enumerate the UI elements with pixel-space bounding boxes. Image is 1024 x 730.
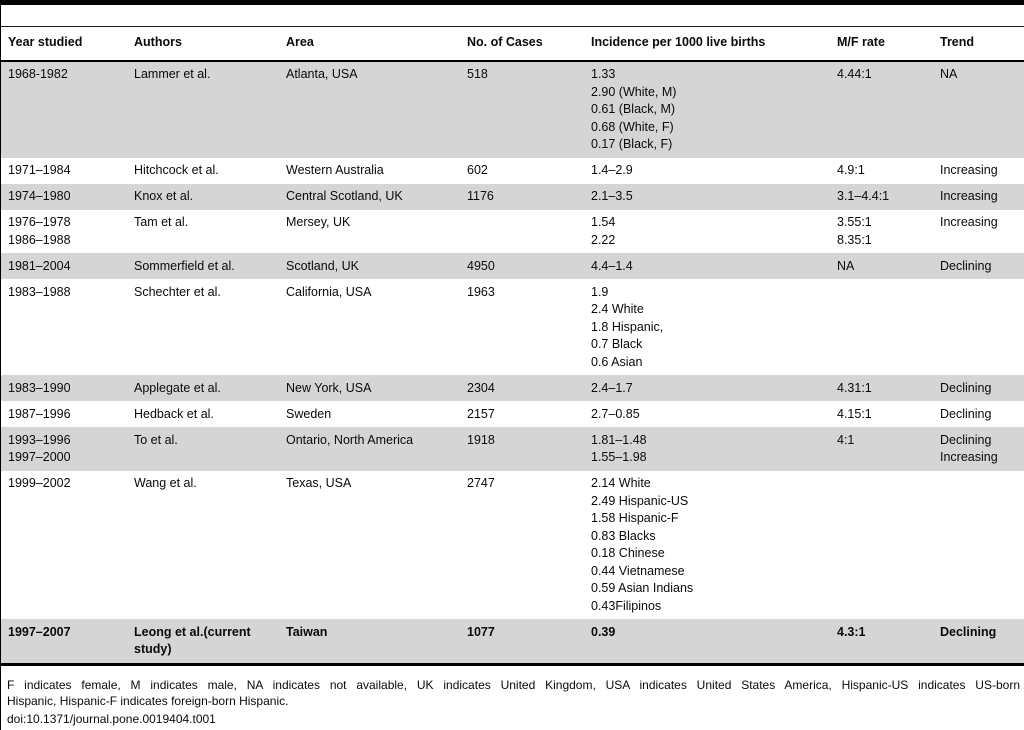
cell-line: 1.58 Hispanic-F (591, 511, 679, 525)
cell-line: 4.44:1 (837, 67, 872, 81)
cell-mf_rate (837, 253, 940, 279)
cell-line: Hedback et al. (134, 406, 214, 421)
footnote-line-2: Hispanic, Hispanic-F indicates foreign-born Hispanic. (7, 694, 289, 708)
cell-line: Sweden (286, 406, 332, 421)
cell-line: Wang et al. (134, 476, 197, 490)
table-row (1, 210, 1024, 254)
cell-line: To et al. (134, 432, 178, 447)
cell-trend (940, 471, 1024, 620)
cell-trend (940, 210, 1024, 254)
cell-trend (940, 619, 1024, 663)
cell-line: Declining (940, 624, 997, 639)
cell-line: 1986–1988 (8, 232, 71, 247)
cell-area (286, 158, 467, 184)
header-row (1, 27, 1024, 61)
cell-line: Declining (940, 432, 992, 447)
cell-cases (467, 375, 591, 401)
cell-incidence (591, 61, 837, 158)
cell-incidence (591, 279, 837, 375)
table-header (1, 27, 1024, 61)
cell-area (286, 401, 467, 427)
cell-line: 1983–1988 (8, 284, 71, 299)
cell-line: Increasing (940, 163, 998, 177)
table-row (1, 375, 1024, 401)
cell-trend (940, 158, 1024, 184)
cell-line: 0.43Filipinos (591, 598, 662, 613)
cell-area (286, 427, 467, 471)
column-header-year: Year studied (1, 27, 134, 61)
cell-line: Texas, USA (286, 476, 352, 490)
cell-incidence (591, 619, 837, 663)
cell-authors (134, 471, 286, 620)
table-row (1, 279, 1024, 375)
cell-line: Central Scotland, UK (286, 189, 403, 203)
cell-line: NA (837, 258, 855, 273)
cell-line: 0.61 (Black, M) (591, 102, 676, 116)
cell-line: 4.15:1 (837, 406, 872, 421)
cell-line: 4950 (467, 258, 495, 273)
cell-line: 4.9:1 (837, 163, 865, 177)
cell-line: 2304 (467, 380, 495, 395)
cell-authors (134, 401, 286, 427)
cell-year (1, 253, 134, 279)
cell-line: 2.4–1.7 (591, 380, 633, 395)
cell-mf_rate (837, 401, 940, 427)
cell-line: 0.83 Blacks (591, 528, 656, 543)
cell-authors (134, 184, 286, 210)
cell-line: 1999–2002 (8, 476, 71, 490)
footnote (1, 677, 1024, 728)
cell-area (286, 210, 467, 254)
cell-line: Leong et al.(current study) (134, 624, 251, 656)
cell-line: Ontario, North America (286, 432, 414, 447)
cell-cases (467, 279, 591, 375)
cell-line: 3.1–4.4:1 (837, 189, 890, 203)
table-row (1, 61, 1024, 158)
doi-line: doi:10.1371/journal.pone.0019404.t001 (7, 711, 216, 726)
cell-mf_rate (837, 427, 940, 471)
column-header-trend: Trend (940, 27, 1024, 61)
cell-trend (940, 375, 1024, 401)
cell-line: 1997–2007 (8, 624, 71, 639)
cell-line: 1.33 (591, 67, 616, 81)
cell-line: Declining (940, 258, 992, 273)
cell-area (286, 253, 467, 279)
column-header-area: Area (286, 27, 467, 61)
cell-line: Increasing (940, 189, 998, 203)
cell-incidence (591, 184, 837, 210)
cell-incidence (591, 158, 837, 184)
cell-line: 2157 (467, 406, 495, 421)
header-gap (1, 5, 1024, 26)
cell-line: 0.7 Black (591, 337, 643, 351)
cell-trend (940, 61, 1024, 158)
cell-line: 0.18 Chinese (591, 546, 665, 560)
cell-line: 1987–1996 (8, 406, 71, 421)
bottom-rule-thick (1, 663, 1024, 666)
table-body (1, 61, 1024, 663)
cell-incidence (591, 471, 837, 620)
cell-authors (134, 619, 286, 663)
cell-trend (940, 279, 1024, 375)
cell-line: 602 (467, 163, 488, 177)
table-row (1, 471, 1024, 620)
cell-line: 2.7–0.85 (591, 406, 640, 421)
cell-line: Tam et al. (134, 215, 189, 229)
cell-year (1, 427, 134, 471)
cell-line: 2747 (467, 476, 495, 490)
cell-mf_rate (837, 471, 940, 620)
cell-line: 2.4 White (591, 302, 644, 316)
cell-line: 1.55–1.98 (591, 450, 647, 464)
cell-line: 1.54 (591, 215, 616, 229)
column-header-authors: Authors (134, 27, 286, 61)
cell-line: Mersey, UK (286, 215, 351, 229)
cell-area (286, 61, 467, 158)
table-row (1, 158, 1024, 184)
cell-line: 1.81–1.48 (591, 432, 647, 447)
cell-mf_rate (837, 619, 940, 663)
cell-cases (467, 471, 591, 620)
cell-year (1, 158, 134, 184)
cell-line: 0.68 (White, F) (591, 119, 674, 134)
cell-area (286, 184, 467, 210)
cell-line: 0.44 Vietnamese (591, 563, 685, 578)
cell-trend (940, 401, 1024, 427)
cell-cases (467, 401, 591, 427)
cell-authors (134, 61, 286, 158)
cell-line: 0.17 (Black, F) (591, 137, 673, 151)
cell-area (286, 619, 467, 663)
cell-trend (940, 427, 1024, 471)
cell-cases (467, 619, 591, 663)
cell-line: 2.90 (White, M) (591, 84, 677, 99)
cell-cases (467, 253, 591, 279)
cell-line: 4.31:1 (837, 380, 872, 395)
cell-authors (134, 158, 286, 184)
cell-line: 1993–1996 (8, 432, 71, 447)
cell-mf_rate (837, 279, 940, 375)
cell-authors (134, 210, 286, 254)
cell-line: Lammer et al. (134, 67, 211, 81)
cell-year (1, 619, 134, 663)
cell-year (1, 401, 134, 427)
cell-line: 2.22 (591, 232, 616, 247)
cell-cases (467, 210, 591, 254)
column-header-cases: No. of Cases (467, 27, 591, 61)
cell-line: Declining (940, 380, 992, 395)
cell-line: Western Australia (286, 163, 384, 177)
cell-cases (467, 158, 591, 184)
cell-year (1, 471, 134, 620)
cell-line: 4:1 (837, 432, 855, 447)
cell-line: Increasing (940, 215, 998, 229)
cell-area (286, 375, 467, 401)
cell-trend (940, 253, 1024, 279)
cell-line: 1963 (467, 284, 495, 299)
cell-line: Applegate et al. (134, 380, 221, 395)
cell-line: Atlanta, USA (286, 67, 358, 81)
cell-line: 4.3:1 (837, 624, 866, 639)
cell-cases (467, 184, 591, 210)
cell-line: 2.49 Hispanic-US (591, 493, 689, 508)
cell-incidence (591, 427, 837, 471)
cell-line: 1077 (467, 624, 495, 639)
cell-line: Declining (940, 406, 992, 421)
cell-line: 1176 (467, 189, 494, 203)
cell-line: 1918 (467, 432, 495, 447)
cell-line: 1974–1980 (8, 189, 71, 203)
cell-line: 8.35:1 (837, 232, 872, 247)
cell-authors (134, 375, 286, 401)
cell-line: New York, USA (286, 380, 372, 395)
cell-line: Hitchcock et al. (134, 163, 219, 177)
cell-trend (940, 184, 1024, 210)
cell-mf_rate (837, 61, 940, 158)
cell-authors (134, 253, 286, 279)
cell-authors (134, 427, 286, 471)
cell-line: 1983–1990 (8, 380, 71, 395)
cell-line: Increasing (940, 450, 998, 464)
cell-incidence (591, 253, 837, 279)
cell-line: Sommerfield et al. (134, 258, 235, 273)
cell-line: Schechter et al. (134, 284, 221, 299)
incidence-table (1, 27, 1024, 663)
cell-mf_rate (837, 184, 940, 210)
cell-year (1, 279, 134, 375)
cell-mf_rate (837, 158, 940, 184)
cell-incidence (591, 401, 837, 427)
cell-line: 1.4–2.9 (591, 163, 633, 177)
cell-cases (467, 61, 591, 158)
cell-line: 1.8 Hispanic, (591, 319, 664, 334)
cell-year (1, 61, 134, 158)
cell-line: 0.6 Asian (591, 354, 643, 369)
column-header-incidence: Incidence per 1000 live births (591, 27, 837, 61)
cell-mf_rate (837, 375, 940, 401)
cell-line: 1968-1982 (8, 67, 68, 81)
footnote-line-1: F indicates female, M indicates male, NA indicates not available, UK indicates United Kingdom, USA indicates United States America, Hispanic-US indicates US-born (7, 677, 1020, 692)
cell-incidence (591, 210, 837, 254)
cell-line: 0.39 (591, 624, 616, 639)
cell-line: 1997–2000 (8, 450, 71, 464)
cell-mf_rate (837, 210, 940, 254)
cell-line: 1976–1978 (8, 215, 71, 229)
cell-line: 518 (467, 67, 488, 81)
cell-area (286, 471, 467, 620)
cell-year (1, 375, 134, 401)
table-row (1, 401, 1024, 427)
cell-line: Scotland, UK (286, 258, 359, 273)
table-row (1, 427, 1024, 471)
cell-line: NA (940, 67, 958, 81)
table-row (1, 184, 1024, 210)
cell-line: 2.1–3.5 (591, 189, 633, 203)
column-header-mf_rate: M/F rate (837, 27, 940, 61)
table-row (1, 253, 1024, 279)
cell-year (1, 210, 134, 254)
cell-line: 3.55:1 (837, 215, 872, 229)
cell-line: 2.14 White (591, 476, 651, 490)
cell-incidence (591, 375, 837, 401)
cell-line: Taiwan (286, 624, 328, 639)
cell-line: 1.9 (591, 284, 609, 299)
cell-line: Knox et al. (134, 189, 194, 203)
table-row (1, 619, 1024, 663)
cell-authors (134, 279, 286, 375)
cell-line: 0.59 Asian Indians (591, 581, 694, 595)
cell-line: 1971–1984 (8, 163, 71, 177)
cell-line: 1981–2004 (8, 258, 71, 273)
cell-cases (467, 427, 591, 471)
cell-line: 4.4–1.4 (591, 258, 633, 273)
cell-line: California, USA (286, 284, 372, 299)
cell-year (1, 184, 134, 210)
cell-area (286, 279, 467, 375)
